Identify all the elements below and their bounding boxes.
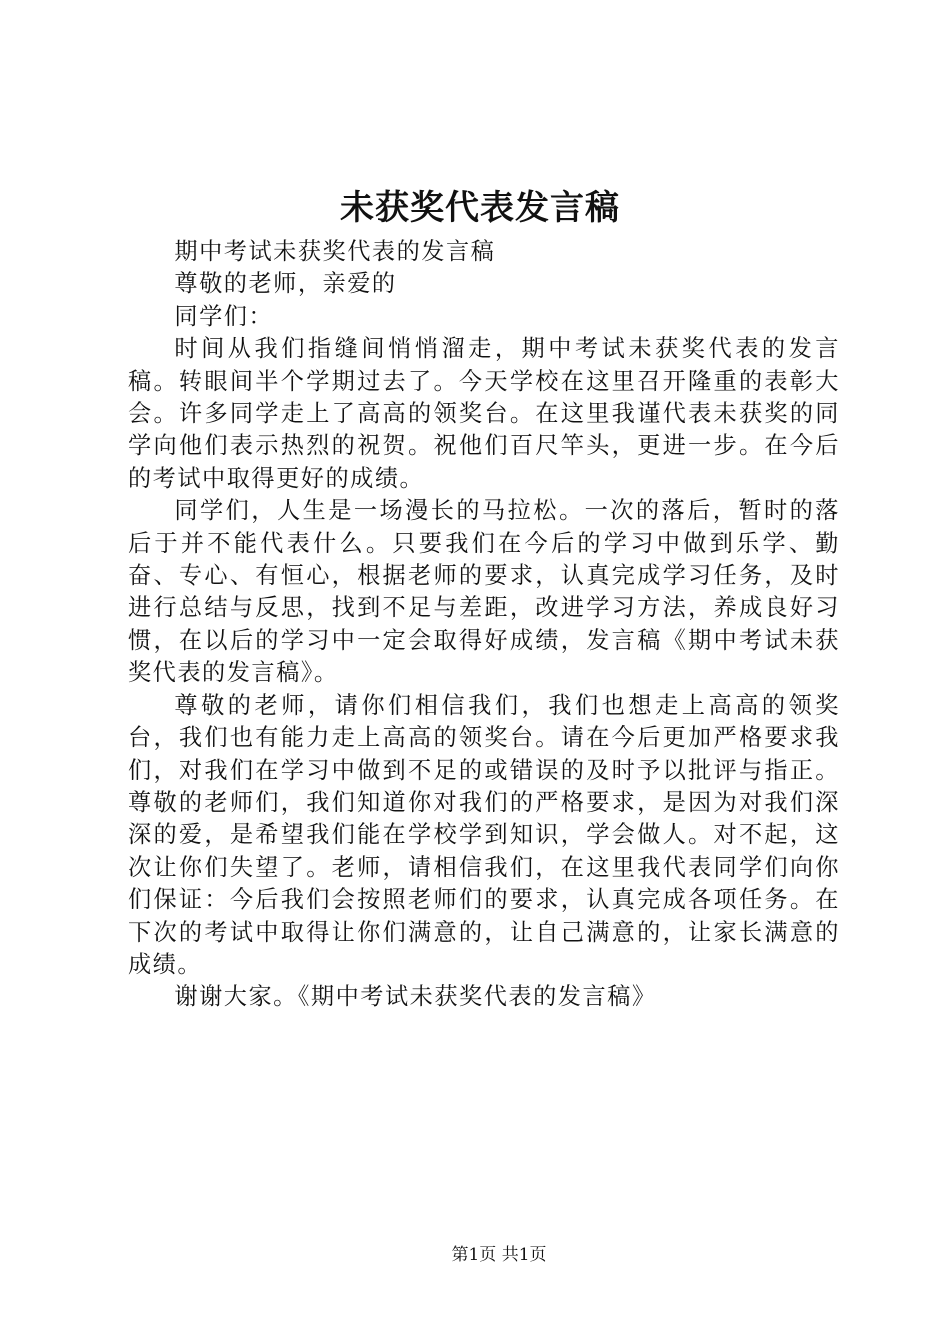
- document-body: [128, 236, 840, 1014]
- paragraph-body-3: 尊敬的老师，请你们相信我们，我们也想走上高高的领奖台，我们也有能力走上高高的领奖台。请在今后更加严格要求我们，对我们在学习中做到不足的或错误的及时予以批评与指正。尊敬的老师们，我们知道你对我们的严格要求，是因为对我们深深的爱，是希望我们能在学校学到知识，学会做人。对不起，这次让你们失望了。老师，请相信我们，在这里我代表同学们向你们保证：今后我们会按照老师们的要求，认真完成各项任务。在下次的考试中取得让你们满意的，让自己满意的，让家长满意的成绩。: [128, 691, 840, 978]
- page-number-footer: 第1页 共1页: [451, 1245, 547, 1265]
- paragraph-salutation-1: 尊敬的老师，亲爱的: [174, 270, 397, 298]
- paragraph-closing: 谢谢大家。《期中考试未获奖代表的发言稿》: [174, 983, 657, 1011]
- paragraph-subtitle: 期中考试未获奖代表的发言稿: [174, 238, 496, 265]
- paragraph-salutation-2: 同学们：: [174, 302, 274, 330]
- paragraph-body-2: 同学们，人生是一场漫长的马拉松。一次的落后，暂时的落后于并不能代表什么。只要我们在今后的学习中做到乐学、勤奋、专心、有恒心，根据老师的要求，认真完成学习任务，及时进行总结与反思，找到不足与差距，改进学习方法，养成良好习惯，在以后的学习中一定会取得好成绩，发言稿《期中考试未获奖代表的发言稿》。: [128, 497, 840, 687]
- document-title: 未获奖代表发言稿: [340, 188, 620, 228]
- paragraph-body-1: 时间从我们指缝间悄悄溜走，期中考试未获奖代表的发言稿。转眼间半个学期过去了。今天学校在这里召开隆重的表彰大会。许多同学走上了高高的领奖台。在这里我谨代表未获奖的同学向他们表示热烈的祝贺。祝他们百尺竿头，更进一步。在今后的考试中取得更好的成绩。: [128, 335, 840, 492]
